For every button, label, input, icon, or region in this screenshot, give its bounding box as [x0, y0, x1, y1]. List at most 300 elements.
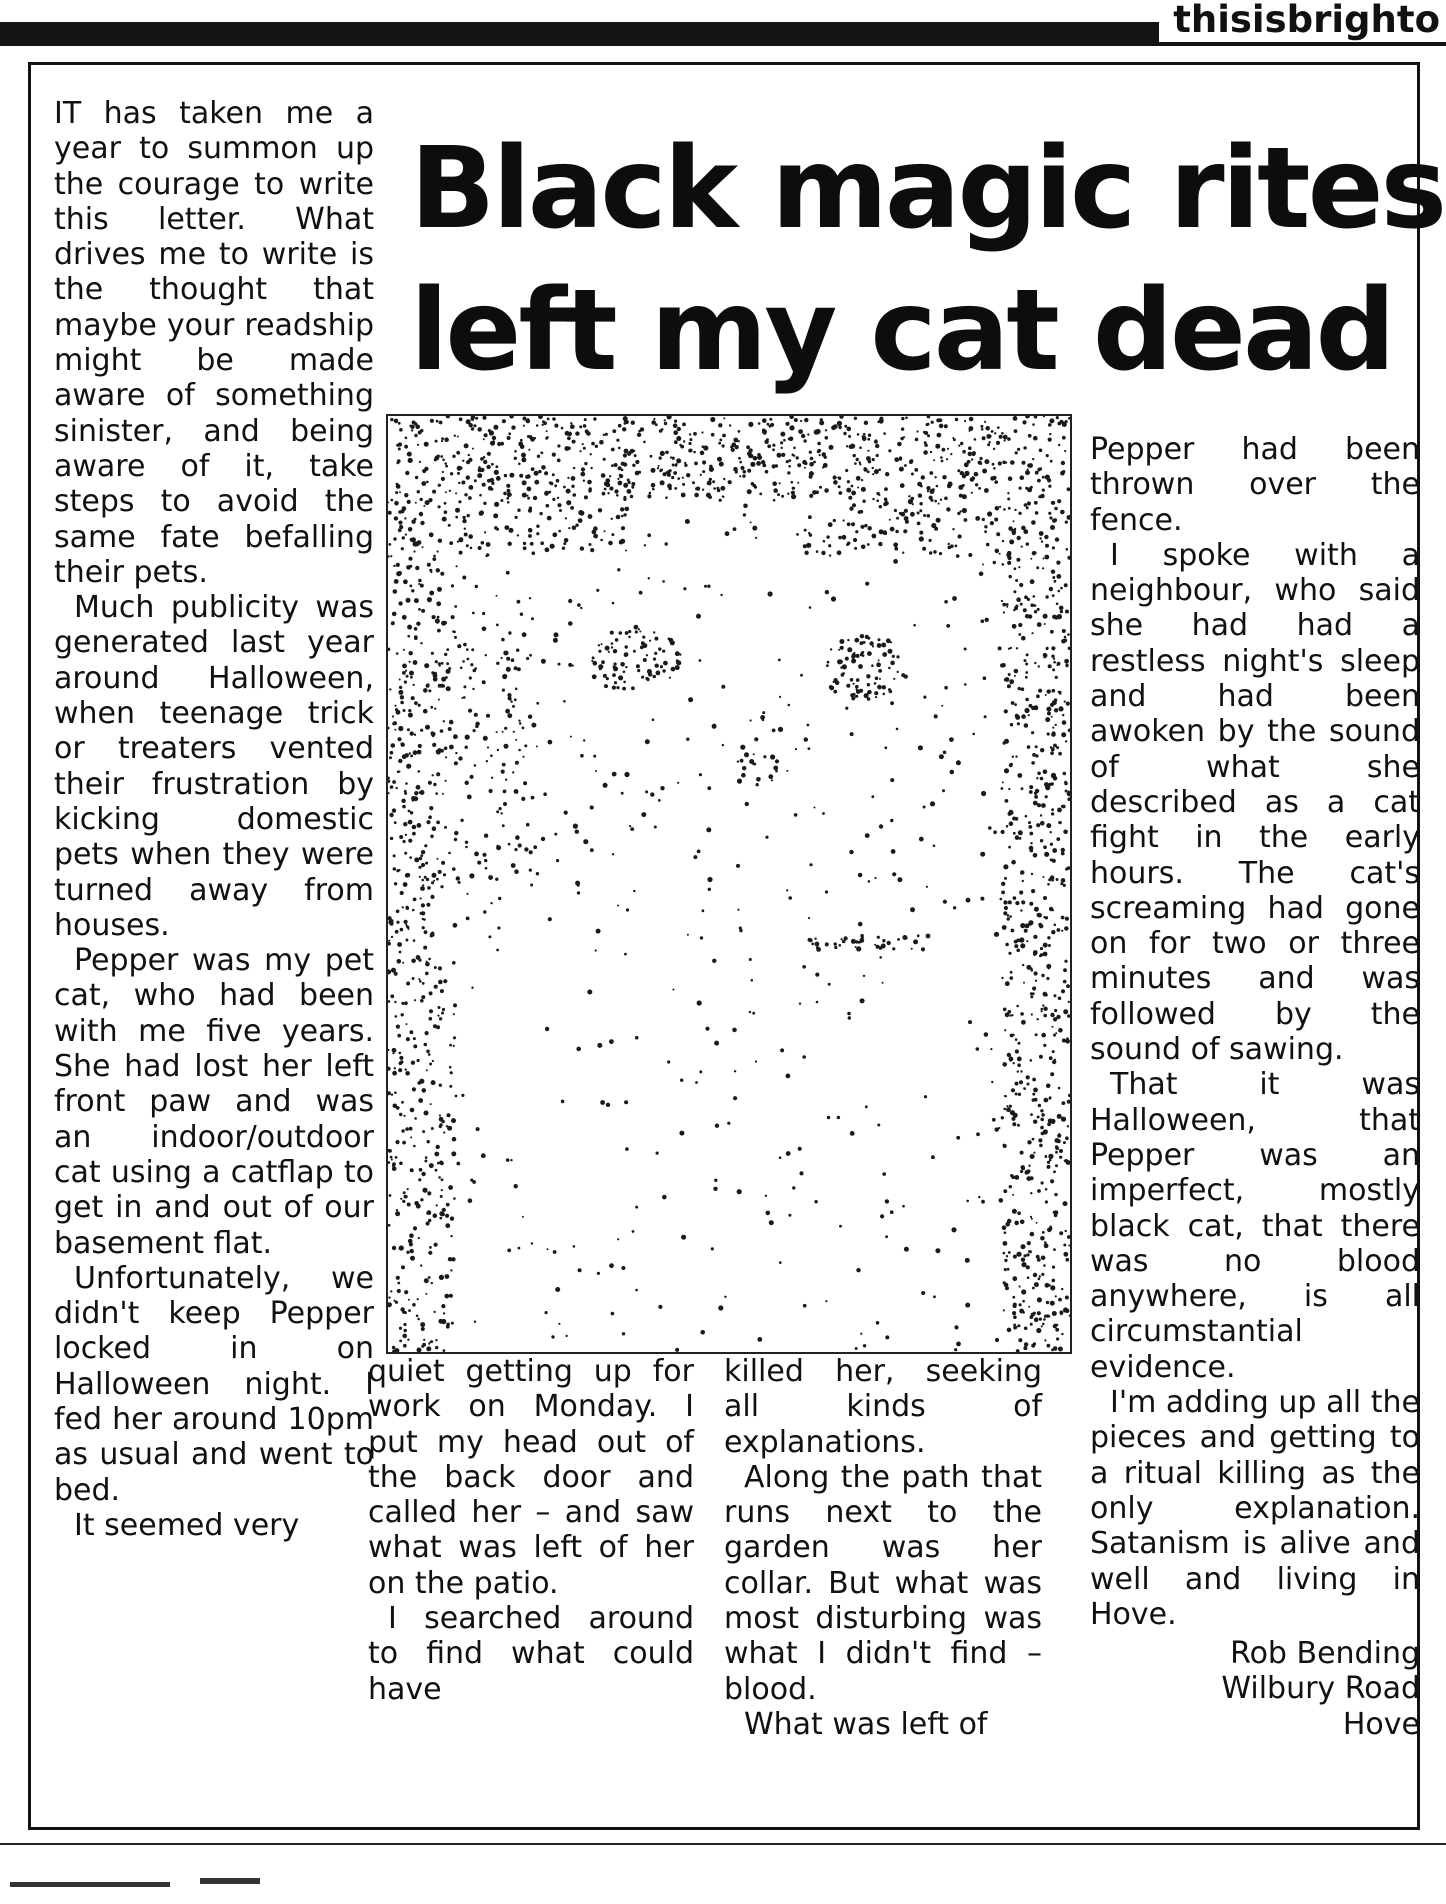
photo-dot — [767, 444, 771, 448]
photo-dot — [1013, 520, 1015, 522]
photo-dot — [595, 445, 598, 448]
photo-dot — [1015, 1038, 1018, 1041]
photo-dot — [462, 660, 465, 663]
photo-dot — [435, 440, 438, 443]
photo-dot — [404, 792, 407, 795]
photo-dot — [1010, 460, 1015, 465]
photo-dot — [1025, 663, 1028, 666]
photo-dot — [890, 527, 895, 532]
photo-dot — [1049, 587, 1053, 591]
photo-dot — [403, 882, 408, 887]
photo-dot — [509, 528, 514, 533]
photo-dot — [1031, 1218, 1033, 1220]
photo-dot — [502, 419, 506, 423]
photo-dot — [672, 464, 675, 467]
photo-dot — [402, 671, 406, 675]
photo-dot — [416, 785, 421, 790]
photo-dot — [689, 438, 692, 441]
photo-dot — [700, 1330, 705, 1335]
photo-dot — [910, 907, 915, 912]
photo-dot — [398, 1068, 402, 1072]
photo-dot — [1042, 476, 1045, 479]
photo-dot — [405, 834, 407, 836]
photo-dot — [471, 418, 474, 421]
photo-dot — [1003, 864, 1008, 869]
photo-dot — [489, 789, 493, 793]
photo-dot — [924, 1095, 927, 1098]
photo-dot — [394, 705, 396, 707]
paragraph: I spoke with a neighbour, who said she had had a restless night's sleep and had been awoken by the sound of what she described as a cat fight in the early hours. The cat's screaming had gone on for two or three minutes and was followed by the sound of sawing. — [1090, 537, 1420, 1068]
photo-dot — [852, 503, 856, 507]
photo-dot — [629, 825, 631, 827]
photo-dot — [526, 495, 528, 497]
photo-dot — [1037, 479, 1041, 483]
photo-dot — [878, 669, 882, 673]
photo-dot — [942, 789, 945, 792]
photo-dot — [939, 424, 944, 429]
photo-dot — [462, 519, 466, 523]
photo-dot — [708, 495, 712, 499]
photo-dot — [996, 441, 1000, 445]
photo-dot — [939, 418, 943, 422]
photo-dot — [1030, 1232, 1035, 1237]
photo-dot — [982, 518, 985, 521]
photo-dot — [450, 472, 453, 475]
photo-dot — [663, 661, 668, 666]
photo-dot — [946, 624, 950, 628]
photo-dot — [662, 669, 665, 672]
photo-dot — [596, 589, 599, 592]
photo-dot — [862, 436, 866, 440]
photo-dot — [580, 546, 584, 550]
photo-dot — [521, 457, 526, 462]
photo-dot — [468, 709, 472, 713]
photo-dot — [592, 530, 597, 535]
photo-dot — [619, 474, 623, 478]
photo-dot — [890, 1210, 894, 1214]
photo-dot — [456, 876, 460, 880]
photo-dot — [825, 436, 829, 440]
photo-dot — [871, 795, 874, 798]
photo-dot — [756, 777, 761, 782]
photo-dot — [627, 479, 630, 482]
photo-dot — [1008, 673, 1011, 676]
photo-dot — [1014, 669, 1019, 674]
photo-dot — [884, 487, 888, 491]
photo-dot — [1026, 1265, 1030, 1269]
photo-dot — [521, 797, 525, 801]
photo-dot — [604, 684, 608, 688]
photo-dot — [1042, 1231, 1045, 1234]
photo-dot — [804, 462, 807, 465]
photo-dot — [637, 433, 641, 437]
photo-dot — [990, 476, 994, 480]
photo-dot — [426, 820, 430, 824]
photo-dot — [990, 521, 994, 525]
photo-dot — [534, 471, 539, 476]
photo-dot — [839, 416, 843, 419]
photo-dot — [1003, 508, 1006, 511]
photo-dot — [567, 477, 569, 479]
photo-dot — [441, 440, 443, 442]
photo-dot — [999, 435, 1003, 439]
photo-dot — [1036, 566, 1039, 569]
photo-dot — [421, 911, 425, 915]
photo-dot — [1067, 1014, 1070, 1017]
photo-dot — [1007, 551, 1012, 556]
photo-dot — [477, 473, 482, 478]
photo-dot — [833, 475, 837, 479]
photo-dot — [1013, 416, 1018, 421]
photo-dot — [921, 947, 925, 951]
photo-dot — [1043, 952, 1048, 957]
photo-dot — [669, 677, 671, 679]
photo-dot — [571, 485, 574, 488]
photo-dot — [515, 835, 520, 840]
photo-dot — [518, 720, 520, 722]
photo-dot — [496, 810, 499, 813]
photo-dot — [448, 667, 451, 670]
photo-dot — [899, 512, 902, 515]
photo-dot — [565, 431, 570, 436]
photo-dot — [458, 537, 463, 542]
photo-dot — [897, 877, 902, 882]
photo-dot — [1039, 1144, 1043, 1148]
photo-dot — [403, 579, 408, 584]
photo-dot — [517, 667, 521, 671]
photo-dot — [557, 497, 559, 499]
photo-dot — [456, 565, 458, 567]
photo-dot — [449, 1044, 452, 1047]
photo-dot — [450, 1235, 452, 1237]
photo-dot — [466, 419, 471, 424]
photo-dot — [443, 1349, 446, 1352]
photo-dot — [399, 1340, 402, 1343]
photo-dot — [1058, 1133, 1060, 1135]
photo-dot — [537, 455, 540, 458]
photo-dot — [533, 845, 537, 849]
photo-dot — [1043, 876, 1045, 878]
photo-dot — [1055, 1032, 1057, 1034]
photo-dot — [410, 1136, 412, 1138]
photo-dot — [801, 434, 805, 438]
photo-dot — [885, 1199, 889, 1203]
photo-dot — [601, 643, 603, 645]
photo-dot — [861, 545, 866, 550]
photo-dot — [430, 835, 434, 839]
photo-dot — [725, 531, 730, 536]
photo-dot — [422, 884, 424, 886]
photo-dot — [388, 555, 390, 558]
photo-dot — [421, 1327, 425, 1331]
photo-dot — [558, 1323, 560, 1325]
photo-dot — [780, 1048, 784, 1052]
photo-dot — [1036, 694, 1040, 698]
photo-dot — [575, 524, 578, 527]
photo-dot — [869, 641, 873, 645]
photo-dot — [427, 683, 429, 685]
photo-dot — [444, 502, 447, 505]
photo-dot — [742, 766, 746, 770]
photo-dot — [844, 936, 848, 940]
photo-dot — [405, 924, 407, 926]
photo-dot — [402, 1310, 405, 1313]
photo-dot — [568, 663, 572, 667]
photo-dot — [470, 547, 473, 550]
photo-dot — [445, 780, 447, 782]
photo-dot — [417, 750, 422, 755]
photo-dot — [502, 731, 504, 733]
photo-dot — [878, 659, 880, 661]
photo-dot — [1036, 1328, 1041, 1333]
photo-dot — [438, 539, 442, 543]
photo-dot — [1056, 837, 1060, 841]
photo-dot — [888, 688, 891, 691]
photo-dot — [486, 465, 490, 469]
photo-dot — [908, 495, 910, 497]
photo-dot — [496, 476, 501, 481]
photo-dot — [507, 693, 511, 697]
photo-dot — [1015, 1326, 1017, 1328]
photo-dot — [429, 1017, 433, 1021]
photo-dot — [677, 782, 679, 784]
photo-dot — [956, 1342, 961, 1347]
photo-dot — [415, 476, 418, 479]
photo-dot — [543, 792, 547, 796]
photo-dot — [405, 437, 408, 440]
photo-dot — [877, 643, 882, 648]
photo-dot — [531, 796, 535, 800]
photo-dot — [1028, 1165, 1030, 1167]
photo-dot — [937, 433, 942, 438]
photo-dot — [614, 662, 617, 665]
photo-dot — [1024, 1254, 1027, 1257]
photo-dot — [676, 661, 678, 663]
photo-dot — [493, 425, 498, 430]
photo-dot — [630, 827, 634, 831]
photo-dot — [923, 696, 926, 699]
photo-dot — [901, 673, 905, 677]
photo-dot — [1033, 801, 1038, 806]
cat-photo-image — [388, 416, 1070, 1352]
photo-dot — [1033, 1120, 1037, 1124]
photo-dot — [1039, 1275, 1041, 1277]
photo-dot — [1057, 499, 1061, 503]
photo-dot — [1004, 709, 1008, 713]
photo-dot — [1035, 754, 1038, 757]
photo-dot — [948, 543, 950, 545]
photo-dot — [713, 1187, 717, 1191]
photo-dot — [897, 938, 900, 941]
photo-dot — [411, 959, 416, 964]
photo-dot — [929, 539, 932, 542]
photo-dot — [1064, 583, 1068, 587]
photo-dot — [418, 770, 421, 773]
photo-dot — [839, 660, 843, 664]
photo-dot — [396, 869, 399, 872]
photo-dot — [1028, 714, 1030, 716]
photo-dot — [478, 546, 482, 550]
photo-dot — [980, 425, 983, 428]
photo-dot — [449, 541, 453, 545]
photo-dot — [456, 451, 460, 455]
photo-dot — [892, 872, 896, 876]
photo-dot — [1034, 971, 1038, 975]
photo-dot — [1061, 732, 1066, 737]
photo-dot — [828, 983, 831, 986]
photo-dot — [587, 480, 592, 485]
photo-dot — [402, 664, 407, 669]
paragraph: IT has taken me a year to summon up the courage to write this letter. What drives me to write is the thought that maybe your readship might be made aware of something sinister, and being aware of it, take steps to avoid the same fate befalling their pets. — [54, 96, 374, 590]
photo-dot — [1023, 446, 1026, 449]
photo-dot — [396, 652, 399, 655]
signature — [1090, 1636, 1420, 1742]
photo-dot — [1035, 511, 1039, 515]
photo-dot — [998, 646, 1002, 650]
photo-dot — [426, 1050, 430, 1054]
photo-dot — [752, 763, 754, 765]
photo-dot — [566, 500, 571, 505]
photo-dot — [469, 485, 474, 490]
photo-dot — [989, 441, 991, 443]
photo-dot — [627, 489, 632, 494]
photo-dot — [511, 425, 515, 429]
photo-dot — [404, 852, 407, 855]
photo-dot — [1050, 1013, 1054, 1017]
photo-dot — [1012, 756, 1014, 758]
photo-dot — [415, 502, 417, 504]
photo-dot — [397, 1034, 401, 1038]
photo-dot — [1024, 708, 1029, 713]
photo-dot — [655, 664, 659, 668]
photo-dot — [1027, 1083, 1030, 1086]
photo-dot — [431, 1282, 433, 1284]
photo-dot — [921, 1291, 925, 1295]
photo-dot — [483, 416, 487, 420]
photo-dot — [865, 833, 870, 838]
photo-dot — [654, 652, 657, 655]
photo-dot — [1065, 790, 1068, 793]
photo-dot — [397, 942, 402, 947]
photo-dot — [1059, 1231, 1063, 1235]
photo-dot — [968, 446, 972, 450]
photo-dot — [396, 910, 400, 914]
photo-dot — [789, 416, 794, 419]
photo-dot — [1035, 471, 1039, 475]
photo-dot — [935, 1248, 940, 1253]
photo-dot — [1029, 902, 1033, 906]
photo-dot — [864, 524, 867, 527]
photo-dot — [450, 1216, 454, 1220]
photo-dot — [1068, 1094, 1070, 1097]
photo-dot — [867, 450, 869, 452]
photo-dot — [1015, 451, 1018, 454]
photo-dot — [484, 531, 486, 533]
photo-dot — [423, 946, 427, 950]
photo-dot — [808, 917, 810, 919]
photo-dot — [788, 1214, 791, 1217]
photo-dot — [514, 457, 517, 460]
photo-dot — [1056, 1324, 1059, 1327]
photo-dot — [408, 1239, 413, 1244]
photo-dot — [593, 661, 598, 666]
photo-dot — [850, 732, 854, 736]
photo-dot — [407, 500, 411, 504]
photo-dot — [432, 743, 436, 747]
photo-dot — [417, 1081, 421, 1085]
photo-dot — [616, 494, 619, 497]
photo-dot — [394, 821, 397, 824]
photo-dot — [623, 496, 626, 499]
letter-column-3 — [724, 1354, 1042, 1742]
photo-dot — [903, 529, 907, 533]
photo-dot — [875, 439, 878, 442]
photo-dot — [733, 438, 738, 443]
photo-dot — [395, 491, 398, 494]
photo-dot — [986, 434, 991, 439]
photo-dot — [455, 492, 457, 494]
photo-dot — [885, 472, 889, 476]
photo-dot — [1021, 1262, 1026, 1267]
photo-dot — [425, 972, 429, 976]
photo-dot — [502, 824, 505, 827]
photo-dot — [796, 533, 799, 536]
photo-dot — [472, 612, 475, 615]
photo-dot — [994, 480, 998, 484]
photo-dot — [522, 480, 527, 485]
photo-dot — [855, 530, 858, 533]
photo-dot — [466, 917, 470, 921]
photo-dot — [933, 459, 935, 461]
photo-dot — [941, 705, 943, 707]
photo-dot — [572, 440, 576, 444]
photo-dot — [641, 812, 646, 817]
photo-dot — [642, 643, 647, 648]
photo-dot — [814, 938, 816, 940]
photo-dot — [746, 445, 750, 449]
photo-dot — [1049, 1096, 1052, 1099]
photo-dot — [438, 1006, 441, 1009]
photo-dot — [1058, 1298, 1062, 1302]
photo-dot — [749, 454, 753, 458]
photo-dot — [434, 708, 436, 710]
photo-dot — [1065, 610, 1069, 614]
photo-dot — [863, 1344, 866, 1347]
photo-dot — [421, 850, 425, 854]
photo-dot — [447, 1113, 451, 1117]
photo-dot — [514, 1184, 518, 1188]
photo-dot — [390, 555, 392, 557]
photo-dot — [440, 1161, 444, 1165]
photo-dot — [388, 1296, 390, 1298]
photo-dot — [677, 427, 681, 431]
photo-dot — [1058, 752, 1062, 756]
photo-dot — [428, 498, 432, 502]
photo-dot — [1002, 563, 1005, 566]
photo-dot — [439, 1275, 444, 1280]
photo-dot — [1043, 1131, 1046, 1134]
photo-dot — [1046, 823, 1051, 828]
photo-dot — [1051, 930, 1055, 934]
photo-dot — [709, 467, 714, 472]
photo-dot — [424, 1278, 429, 1283]
photo-dot — [483, 502, 486, 505]
photo-dot — [1022, 420, 1026, 424]
photo-dot — [422, 1088, 427, 1093]
photo-dot — [1056, 878, 1059, 881]
photo-dot — [1037, 468, 1040, 471]
photo-dot — [984, 530, 987, 533]
